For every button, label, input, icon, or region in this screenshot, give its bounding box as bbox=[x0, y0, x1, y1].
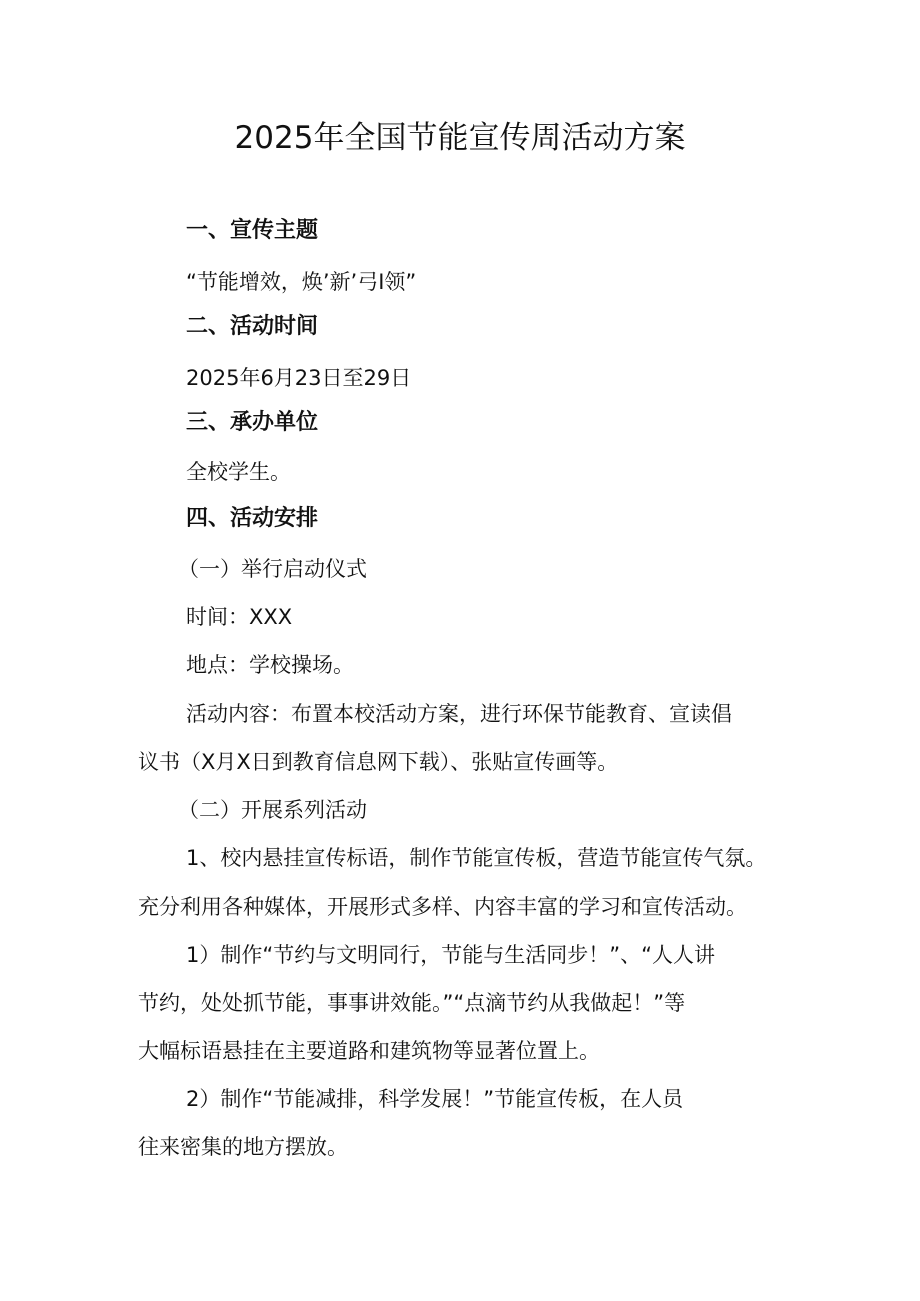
slogan-item-1-line-3: 大幅标语悬挂在主要道路和建筑物等显著位置上。 bbox=[138, 1039, 600, 1063]
slogan-item-1-line-2: 节约，处处抓节能，事事讲效能。”“点滴节约从我做起！”等 bbox=[138, 991, 686, 1015]
organizer-text: 全校学生。 bbox=[186, 460, 291, 484]
launch-location: 地点：学校操场。 bbox=[186, 653, 354, 677]
series-item-1-line-2: 充分利用各种媒体，开展形式多样、内容丰富的学习和宣传活动。 bbox=[138, 895, 747, 919]
series-item-1-line-1: 1、校内悬挂宣传标语，制作节能宣传板，营造节能宣传气氛。 bbox=[186, 846, 767, 870]
slogan-item-2-line-1: 2）制作“节能减排，科学发展！”节能宣传板，在人员 bbox=[186, 1087, 684, 1111]
section-heading-theme: 一、宣传主题 bbox=[186, 218, 319, 243]
subsection-series: （二）开展系列活动 bbox=[178, 798, 367, 822]
activity-dates: 2025年6月23日至29日 bbox=[186, 366, 412, 390]
launch-content-line-1: 活动内容：布置本校活动方案，进行环保节能教育、宣读倡 bbox=[186, 702, 732, 726]
section-heading-organizer: 三、承办单位 bbox=[186, 410, 319, 435]
slogan-item-2-line-2: 往来密集的地方摆放。 bbox=[138, 1135, 348, 1159]
theme-slogan: “节能增效，焕’新’弓I领” bbox=[186, 270, 417, 294]
section-heading-time: 二、活动时间 bbox=[186, 314, 319, 339]
section-heading-arrangement: 四、活动安排 bbox=[186, 506, 319, 531]
document-title: 2025年全国节能宣传周活动方案 bbox=[234, 120, 686, 156]
launch-content-line-2: 议书（X月X日到教育信息网下载）、张贴宣传画等。 bbox=[138, 750, 619, 774]
subsection-launch: （一）举行启动仪式 bbox=[178, 557, 367, 581]
launch-time: 时间：XXX bbox=[186, 605, 293, 629]
slogan-item-1-line-1: 1）制作“节约与文明同行，节能与生活同步！”、“人人讲 bbox=[186, 943, 715, 967]
